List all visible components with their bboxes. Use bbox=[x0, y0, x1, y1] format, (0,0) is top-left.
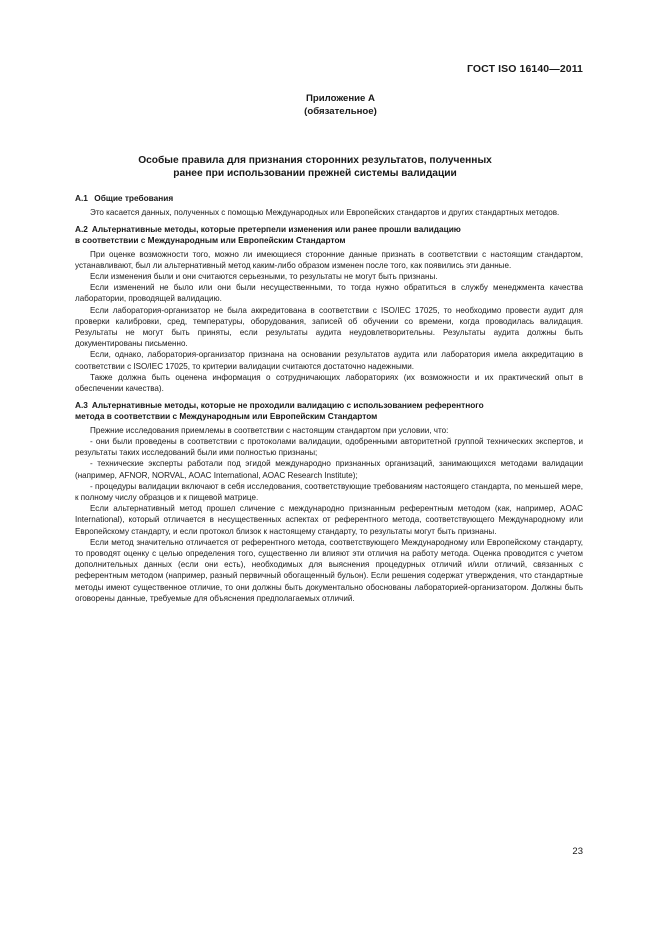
paragraph: При оценке возможности того, можно ли имеющиеся сторонние данные признать в соответствии с настоящим стандартом, устанавливают, был ли альтернативный метод каким-либо образом изменен после того, как появились эти данные. bbox=[75, 249, 583, 270]
appendix-label: Приложение А bbox=[306, 93, 375, 104]
section-heading-a1 bbox=[75, 193, 583, 204]
section-title-line-1: Альтернативные методы, которые не проходили валидацию с использованием референтного bbox=[91, 400, 484, 411]
section-number: А.1 bbox=[75, 193, 88, 203]
paragraph: Если изменения были и они считаются серьезными, то результаты не могут быть признаны. bbox=[90, 272, 438, 281]
appendix-heading bbox=[0, 92, 661, 118]
section-number: А.3 bbox=[75, 400, 88, 411]
list-item: - процедуры валидации включают в себя исследования, соответствующие требованиям настоящего стандарта, по меньшей мере, к полному числу образцов и к пищевой матрице. bbox=[75, 481, 583, 503]
section-title-line-1: Альтернативные методы, которые претерпели изменения или ранее прошли валидацию bbox=[91, 224, 461, 234]
paragraph: Прежние исследования приемлемы в соответствии с настоящим стандартом при условии, что: bbox=[90, 425, 449, 435]
section-title: Общие требования bbox=[94, 193, 174, 203]
section-title-line-2: метода в соответствии с Международным или Европейским Стандартом bbox=[75, 411, 378, 422]
section-heading-a3 bbox=[75, 400, 583, 422]
list-item: - технические эксперты работали под эгидой международно признанных организаций, занимающихся методами валидации (например, AFNOR, NORVAL, AOAC International, AOAC Research Institute); bbox=[75, 459, 583, 480]
paragraph: Если, однако, лаборатория-организатор признана на основании результатов аудита или лаборатория имела аккредитацию в соответствии с ISO/IEC 17025, то критерии валидации считаются достаточно надежными. bbox=[75, 350, 583, 371]
paragraph: Если альтернативный метод прошел сличение с международно признанным референтным методом (как, например, AOAC International), который отличается в несущественных аспектах от референтного метода, соответствующего Международному или Европейскому стандарту, и если протокол близок к настоящему стандарту, то результаты могут быть признаны. bbox=[75, 504, 583, 536]
paragraph: Если метод значительно отличается от референтного метода, соответствующего Международному или Европейскому стандарту, то проводят оценку с целью определения того, существенно ли влияют эти отличия на работу метода. Оценка проводится с учетом дополнительных данных (если они есть), необходимых для выяснения процедурных отличий и/или отличий, связанных с референтным методом (например, разный первичный обогащенный бульон). Если решения содержат утверждения, что стандартные методы имеют существенное отличие, то они должны быть документально обоснованы лабораторией-организатором. Должны быть оговорены данные, требуемые для объяснения предполагаемых отличий. bbox=[75, 537, 583, 603]
section-heading-a2 bbox=[75, 224, 583, 246]
paragraph: Если изменений не было или они были несущественными, то тогда нужно обратиться в службу менеджмента качества лаборатории, проводящей валидацию. bbox=[75, 283, 583, 304]
document-number: ГОСТ ISO 16140—2011 bbox=[466, 63, 583, 75]
section-number: А.2 bbox=[75, 224, 88, 234]
list-item: - они были проведены в соответствии с протоколами валидации, одобренными авторитетной группой технических экспертов, и результаты таких исследований были ими полностью признаны; bbox=[75, 437, 583, 458]
document-body bbox=[75, 193, 583, 604]
paragraph: Также должна быть оценена информация о сотрудничающих лабораториях (их возможности и их практический опыт в обеспечении качества). bbox=[75, 372, 583, 394]
section-title-line-2: в соответствии с Международным или Европейским Стандартом bbox=[75, 234, 346, 245]
title-line-2: ранее при использовании прежней системы валидации bbox=[173, 168, 457, 179]
title-line-1: Особые правила для признания сторонних результатов, полученных bbox=[138, 155, 492, 166]
page-title bbox=[100, 154, 530, 180]
paragraph: Это касается данных, полученных с помощью Международных или Европейских стандартов и других стандартных методов. bbox=[90, 207, 560, 217]
paragraph: Если лаборатория-организатор не была аккредитована в соответствии с ISO/IEC 17025, то необходимо провести аудит для проверки калибровки, сред, температуры, оборудования, записей об обучении со времени, когда проводилась валидация. Результаты не могут быть приняты, если результаты аудита неудовлетворительны. Результаты аудита должны быть документированы письменно. bbox=[75, 305, 583, 349]
page-number: 23 bbox=[572, 846, 583, 857]
appendix-status: (обязательное) bbox=[304, 106, 377, 117]
